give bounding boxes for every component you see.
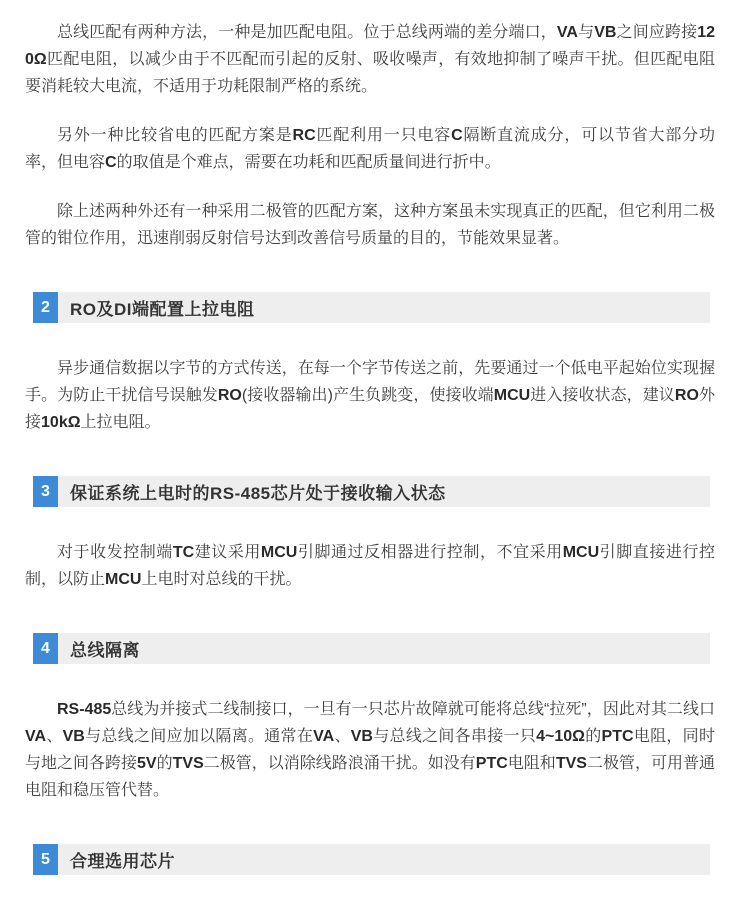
emphasis-text: 4~10Ω	[536, 728, 585, 745]
emphasis-text: C	[451, 127, 463, 144]
body-text: 总线为并接式二线制接口，一旦有一只芯片故障就可能将总线“拉死”，因此对其二线口	[111, 701, 715, 718]
body-text: 电阻和	[507, 755, 556, 772]
body-text: (接收器输出)产生负跳变，使接收端	[241, 387, 494, 404]
section-title: RO及DI端配置上拉电阻	[70, 300, 255, 319]
section-header	[33, 292, 710, 323]
body-text: 与总线之间应加以隔离。通常在	[84, 728, 314, 745]
emphasis-text: VB	[594, 24, 617, 41]
emphasis-text: VA	[556, 24, 578, 41]
section-title: 合理选用芯片	[70, 852, 175, 871]
emphasis-text: MCU	[562, 544, 600, 561]
section-number-badge: 5	[33, 844, 58, 875]
body-text: 上拉电阻。	[80, 414, 161, 431]
paragraph	[25, 19, 715, 100]
body-text: 建议采用	[194, 544, 261, 561]
paragraph	[25, 539, 715, 593]
emphasis-text: PTC	[475, 755, 508, 772]
article-content	[25, 19, 715, 875]
body-text: 二极管，可用普通电阻和稳压管代替。	[25, 755, 715, 799]
body-text: 、	[334, 728, 351, 745]
section-header	[33, 633, 710, 664]
section-title: 保证系统上电时的RS-485芯片处于接收输入状态	[70, 484, 446, 503]
body-text: 匹配电阻，以减少由于不匹配而引起的反射、吸收噪声，有效地抑制了噪声干扰。但匹配电阻要消耗较大电流，不适用于功耗限制严格的系统。	[25, 51, 715, 95]
body-text: 另外一种比较省电的匹配方案是	[57, 127, 293, 144]
body-text: 的取值是个难点，需要在功耗和匹配质量间进行折中。	[116, 154, 501, 171]
body-text: 异步通信数据以字节的方式传送，在每一个字节传送之前，先要通过一个低电平起始位实现握手。为防止干扰信号误触发	[25, 360, 715, 404]
body-text: 的	[156, 755, 173, 772]
body-text: 二极管，以消除线路浪涌干扰。如没有	[203, 755, 476, 772]
emphasis-text: 120Ω	[25, 24, 715, 68]
emphasis-text: MCU	[493, 387, 531, 404]
emphasis-text: MCU	[105, 571, 142, 588]
emphasis-text: VA	[25, 728, 47, 745]
emphasis-text: TC	[172, 544, 195, 561]
emphasis-text: MCU	[260, 544, 298, 561]
body-text: 之间应跨接	[616, 24, 698, 41]
body-text: 与总线之间各串接一只	[372, 728, 537, 745]
body-text: 与	[577, 24, 595, 41]
paragraph	[25, 122, 715, 176]
paragraph	[25, 198, 715, 252]
paragraph	[25, 355, 715, 436]
emphasis-text: VB	[62, 728, 85, 745]
emphasis-text: RO	[674, 387, 699, 404]
body-text: 引脚通过反相器进行控制，不宜采用	[297, 544, 563, 561]
emphasis-text: RS-485	[57, 701, 112, 718]
emphasis-text: TVS	[172, 755, 204, 772]
emphasis-text: C	[105, 154, 117, 171]
body-text: 隔断直流成分，可以节省大部分功率，但电容	[25, 127, 715, 171]
emphasis-text: VA	[313, 728, 335, 745]
body-text: 除上述两种外还有一种采用二极管的匹配方案，这种方案虽未实现真正的匹配，但它利用二极管的钳位作用，迅速削弱反射信号达到改善信号质量的目的，节能效果显著。	[25, 203, 715, 247]
body-text: 外接	[25, 387, 715, 431]
body-text: 总线匹配有两种方法，一种是加匹配电阻。位于总线两端的差分端口，	[57, 24, 557, 41]
body-text: 的	[584, 728, 602, 745]
body-text: 、	[46, 728, 63, 745]
emphasis-text: 5V	[137, 755, 157, 772]
emphasis-text: VB	[350, 728, 373, 745]
paragraph	[25, 696, 715, 804]
section-title: 总线隔离	[70, 641, 140, 660]
emphasis-text: 10kΩ	[41, 414, 81, 431]
section-number-badge: 4	[33, 633, 58, 664]
body-text: 上电时对总线的干扰。	[141, 571, 302, 588]
emphasis-text: RC	[292, 127, 316, 144]
section-number-badge: 2	[33, 292, 58, 323]
section-number-badge: 3	[33, 476, 58, 507]
emphasis-text: TVS	[555, 755, 587, 772]
body-text: 电阻，同时与地之间各跨接	[25, 728, 715, 772]
body-text: 进入接收状态，建议	[530, 387, 675, 404]
body-text: 匹配利用一只电容	[315, 127, 452, 144]
emphasis-text: RO	[217, 387, 242, 404]
body-text: 引脚直接进行控制，以防止	[25, 544, 715, 588]
section-header	[33, 844, 710, 875]
body-text: 对于收发控制端	[57, 544, 173, 561]
section-header	[33, 476, 710, 507]
emphasis-text: PTC	[601, 728, 634, 745]
